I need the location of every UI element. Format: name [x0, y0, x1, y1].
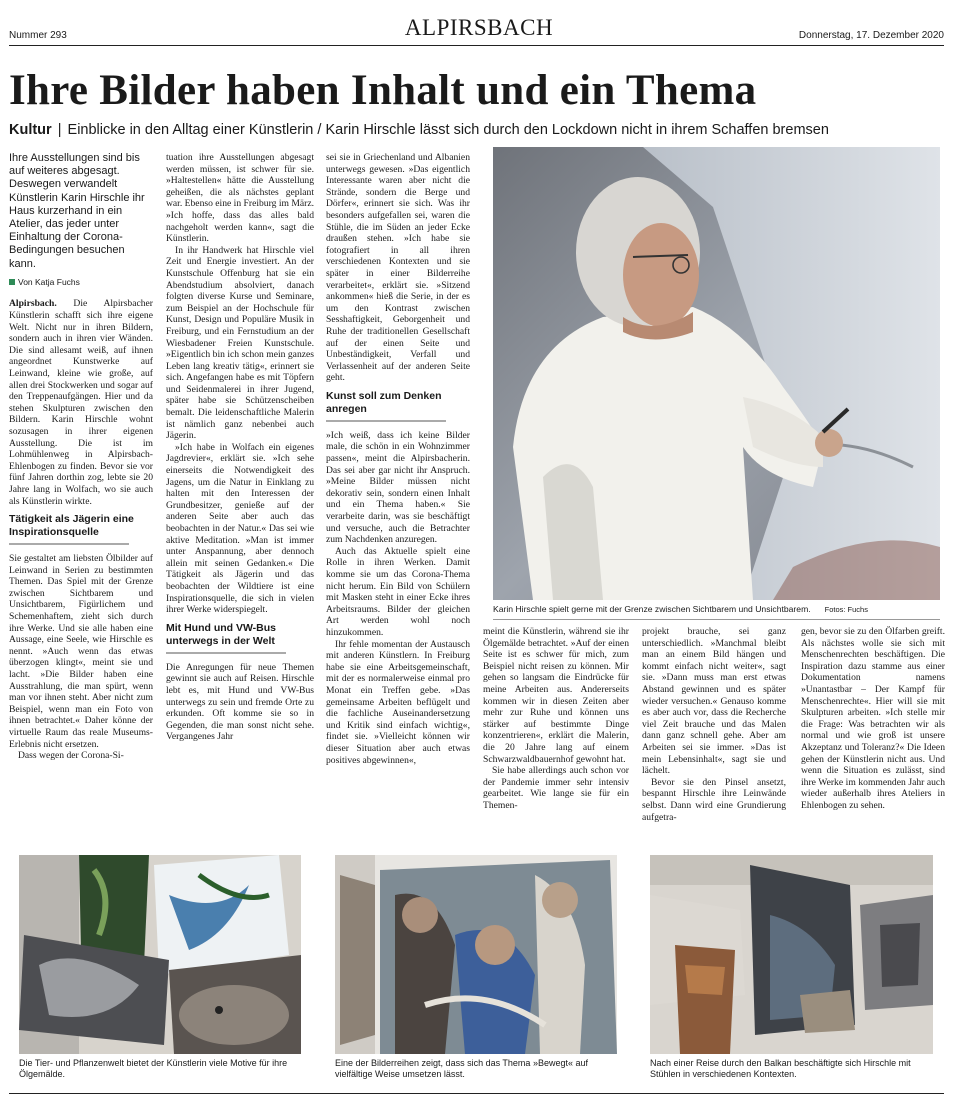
paragraph: In ihr Handwerk hat Hirschle viel Zeit und Energie investiert. An der Kunstschule Offenburg hat sie ein Abendstudium absolviert, danach folgten diverse Kurse und Seminare, zum Beispiel an der Hochschule für Kunst, Design und Populäre Musik in Freiburg, und ein Fernstudium an der Wiesbadener Freien Kunstschule. »Eigentlich bin ich schon mein ganzes Leben lang kreativ tätig«, erinnert sie sich. Angefangen habe es mit Töpfern und Seidenmalerei in ihrer Jugend, später habe sie Schützenscheiben bemalt. Die leidenschaftliche Malerin ist nämlich ganz nebenbei auch Jägerin.: [166, 244, 314, 442]
issue-date: Donnerstag, 17. Dezember 2020: [798, 30, 944, 41]
paragraph-text: Die Alpirsbacher Künstlerin schafft sich ihre eigene Welt. Nicht nur in ihren Bildern, sondern auch in ihren vier Wänden. Die sind allesamt weiß, auf ihnen angeordnet Kunstwerke auf Leinwand, kleine wie große, auf allen drei Stockwerken und sogar auf den Treppenaufgängen. Hier und da stehen Skulpturen zwischen den Bildern. Karin Hirschle wohnt sozusagen in ihrer eigenen Ausstellung. Die ist im Lohmühlenweg in Alpirsbach-Ehlenbogen zu finden. Bevor sie vor fünf Jahren dorthin zog, lebte sie 20 Jahre lang in Wolfach, wo sie auch als Künstlerin wirkte.: [9, 298, 153, 507]
paragraph: Auch das Aktuelle spielt eine Rolle in ihren Werken. Damit komme sie um das Corona-Thema nicht herum. Ein Bild von Schülern mit Masken steht in einer Ecke ihres Arbeitsraums. Bilder der gleichen Art werden wohl noch hinzukommen.: [326, 545, 470, 638]
teaser: Ihre Ausstellungen sind bis auf weiteres abgesagt. Deswegen verwandelt Künstlerin Karin Hirschle ihr Haus kurzerhand in ein Atelier, das jeder unter Einhaltung der Corona-Bedingungen besuchen kann.: [9, 152, 145, 270]
subhead-denken: Kunst soll zum Denken anregen: [326, 390, 470, 422]
footer-rule: [9, 1093, 944, 1094]
photo-chairs: [650, 855, 933, 1054]
kicker-separator: |: [57, 122, 62, 138]
animal-paintings-image: [19, 855, 301, 1054]
headline: Ihre Bilder haben Inhalt und ein Thema: [9, 67, 757, 114]
caption-animals: Die Tier- und Pflanzenwelt bietet der Künstlerin viele Motive für ihre Ölgemälde.: [19, 1058, 288, 1079]
dateline: Alpirsbach.: [9, 298, 57, 310]
author-marker: [9, 279, 15, 285]
caption-bewegt: Eine der Bilderreihen zeigt, dass sich das Thema »Bewegt« auf vielfältige Weise umsetzen lässt.: [335, 1058, 588, 1079]
column-5: [642, 626, 786, 840]
paragraph: meint die Künstlerin, während sie ihr Ölgemälde betrachtet. »Auf der einen Seite ist es schwer für mich, zum Beispiel nicht reisen zu können. Mir gehen so langsam die Eindrücke für meine Arbeiten aus. Andererseits kommen wir in diesen Zeiten aber mehr zur Ruhe und können uns stärker auf bestimmte Dinge konzentrieren«, erklärt die Malerin, die 20 Jahre lang auf einem Schwarzwaldbauernhof gewohnt hat.: [483, 626, 629, 765]
paragraph: tuation ihre Ausstellungen abgesagt werden müssen, ist schwer für sie. »Haltestellen« hätte die Ausstellung geheißen, die als nächstes geplant war. Ebenso eine in Freiburg im März. »Ich hoffe, dass das alles bald nachgeholt werden kann«, sagt die Künstlerin.: [166, 152, 314, 245]
subhead-vw-bus: Mit Hund und VW-Bus unterwegs in der Welt: [166, 622, 314, 654]
column-6: [801, 626, 945, 840]
section-title: ALPIRSBACH: [404, 15, 554, 40]
column-4: [483, 626, 629, 840]
paragraph: »Ich habe in Wolfach ein eigenes Jagdrevier«, erklärt sie. »Ich sehe einerseits die Notwendigkeit des Jagens, um die Natur in Einklang zu halten mit den Interessen der Grundbesitzer, genieße auf der anderen Seite aber auch das beobachten in der Natur.« Das sei wie aktive Meditation. »Man ist immer unter Anspannung, aber dennoch allein mit seinen Gedanken.« Die Tätigkeit als Jägerin und das beobachten der Wildtiere ist eine Inspirationsquelle, die sich in vielen ihrer Werke widerspiegelt.: [166, 441, 314, 616]
subheadline: Einblicke in den Alltag einer Künstlerin / Karin Hirschle lässt sich durch den Lockdown nicht in ihrem Schaffen bremsen: [67, 122, 829, 138]
column-1: [9, 152, 153, 838]
kicker: Kultur: [9, 122, 52, 138]
chairs-paintings-image: [650, 855, 933, 1054]
photo-bewegt: [335, 855, 617, 1054]
column-3: [326, 152, 470, 838]
paragraph: Die Anregungen für neue Themen gewinnt sie auch auf Reisen. Hirschle lebt es, mit Hund und VW-Bus unterwegs zu sein und fremde Orte zu erkunden. Oft komme sie so in Gegenden, die man sonst nicht sehe. Vergangenes Jahr: [166, 661, 314, 743]
bewegt-paintings-image: [335, 855, 617, 1054]
paragraph: projekt brauche, sei ganz unterschiedlich. »Manchmal bleibt man an einem Bild hängen und kommt einfach nicht weiter«, sagt sie. »Dann muss man erst etwas Abstand gewinnen und es später wieder versuchen.« Genauso komme es aber auch vor, dass die Recherche viel Zeit brauche und das Malen dann ganz schnell gehe. Aber am Arbeiten sei sie immer. »Das ist mein Lebensinhalt«, sagt sie und lächelt.: [642, 626, 786, 777]
caption-chairs: Nach einer Reise durch den Balkan beschäftigte sich Hirschle mit Stühlen in verschiedenen Kontexten.: [650, 1058, 911, 1079]
paragraph: Sie habe allerdings auch schon vor der Pandemie immer sehr intensiv gearbeitet. Wie lange sie für ein Themen-: [483, 765, 629, 811]
author: Von Katja Fuchs: [18, 276, 80, 287]
paragraph: Sie gestaltet am liebsten Ölbilder auf Leinwand in Serien zu bestimmten Themen. Das Spiel mit der Grenze zwischen Sichtbarem und Unsichtbarem, Figürlichem und Schemenhaftem, zieht sich durch ihre Werke. Und sie alle haben eine Aussage, eine Seele, wie Hirschle es nennt. »Auch wenn das etwas überzogen klingt«, meint sie und lacht. »Die Bilder haben eine Ausstrahlung, die man spürt, wenn man vor ihnen steht. Aber nicht zum Beispiel, wenn man ein Foto von ihnen betrachtet.« Daher könne der virtuelle Raum das reale Museums-Erlebnis nicht ersetzen.: [9, 553, 153, 750]
author-line: [9, 277, 153, 289]
photo-animals: [19, 855, 301, 1054]
paragraph: [9, 298, 153, 507]
paragraph: Ihr fehle momentan der Austausch mit anderen Künstlern. In Freiburg habe sie eine Arbeitsgemeinschaft, mit der es normalerweise einmal pro Monat ein Treffen gebe. »Das gemeinsame Arbeiten beflügelt und die fachliche Auseinandersetzung und Kritik sind einfach wichtig«, findet sie. »Vielleicht können wir dieser Situation aber auch etwas positives abgewinnen«,: [326, 638, 470, 766]
main-photo: [493, 147, 940, 600]
photo-credit: Fotos: Fuchs: [824, 605, 868, 614]
artist-painting-image: [493, 147, 940, 600]
column-2: [166, 152, 314, 838]
main-caption-text: Karin Hirschle spielt gerne mit der Grenze zwischen Sichtbarem und Unsichtbarem.: [493, 604, 811, 614]
issue-number: Nummer 293: [9, 30, 67, 41]
photo-rule: [493, 619, 940, 620]
subhead-jaegerin: Tätigkeit als Jägerin eine Inspirationsquelle: [9, 513, 153, 545]
paragraph: gen, bevor sie zu den Ölfarben greift. Als nächstes wolle sie sich mit Menschenrechten beschäftigen. Die Inspiration dazu stamme aus einer Dokumentation namens »Unantastbar – Der Kampf für Menschenrechte«. Hier will sie mit Skulpturen arbeiten. »Ich stelle mir die Frage: Was betrachten wir als normal und wie groß ist unsere Akzeptanz und Toleranz?« Die Ideen gehen der Künstlerin nicht aus. Und wenn die Situation es zulässt, sind ihre Werke im kommenden Jahr auch wieder außerhalb ihres Ateliers in Ehlenbogen zu sehen.: [801, 626, 945, 811]
paragraph: Bevor sie den Pinsel ansetzt, bespannt Hirschle ihre Leinwände selbst. Dann wird eine Grundierung aufgetra-: [642, 776, 786, 823]
header-rule: [9, 45, 944, 46]
paragraph: sei sie in Griechenland und Albanien unterwegs gewesen. »Das eigentlich Interessante waren aber nicht die Strände, sondern die Berge und Dörfer«, erinnert sie sich. Was ihr besonders aufgefallen sei, waren die Stühle, die im Süden an jeder Ecke draußen stehen. »Ich habe sie fotografiert in all ihren verschiedenen Kontexten und sie später in einer Bilderreihe verarbeitet«, erklärt sie. »Sitzend ankommen« hieß die Serie, in der es um den Kontrast zwischen Sesshaftigkeit, Geborgenheit und Ruhe der traditionellen Gesellschaft auf der einen Seite und Unbeständigkeit, Verfall und Verlassenheit auf der anderen Seite geht.: [326, 152, 470, 384]
paragraph: Dass wegen der Corona-Si-: [18, 750, 124, 762]
paragraph: »Ich weiß, dass ich keine Bilder male, die schön in ein Wohnzimmer passen«, meint die Alpirsbacherin. Das sei aber gar nicht ihr Anspruch. »Meine Bilder müssen nicht dekorativ sein, sondern einen Inhalt und ein Thema haben.« Sie verarbeite darin, was sie beschäftigt und versuche, auch die Betrachter zum Nachdenken anzuregen.: [326, 429, 470, 546]
subheadline-line: [9, 122, 949, 138]
main-photo-caption: [493, 604, 943, 615]
